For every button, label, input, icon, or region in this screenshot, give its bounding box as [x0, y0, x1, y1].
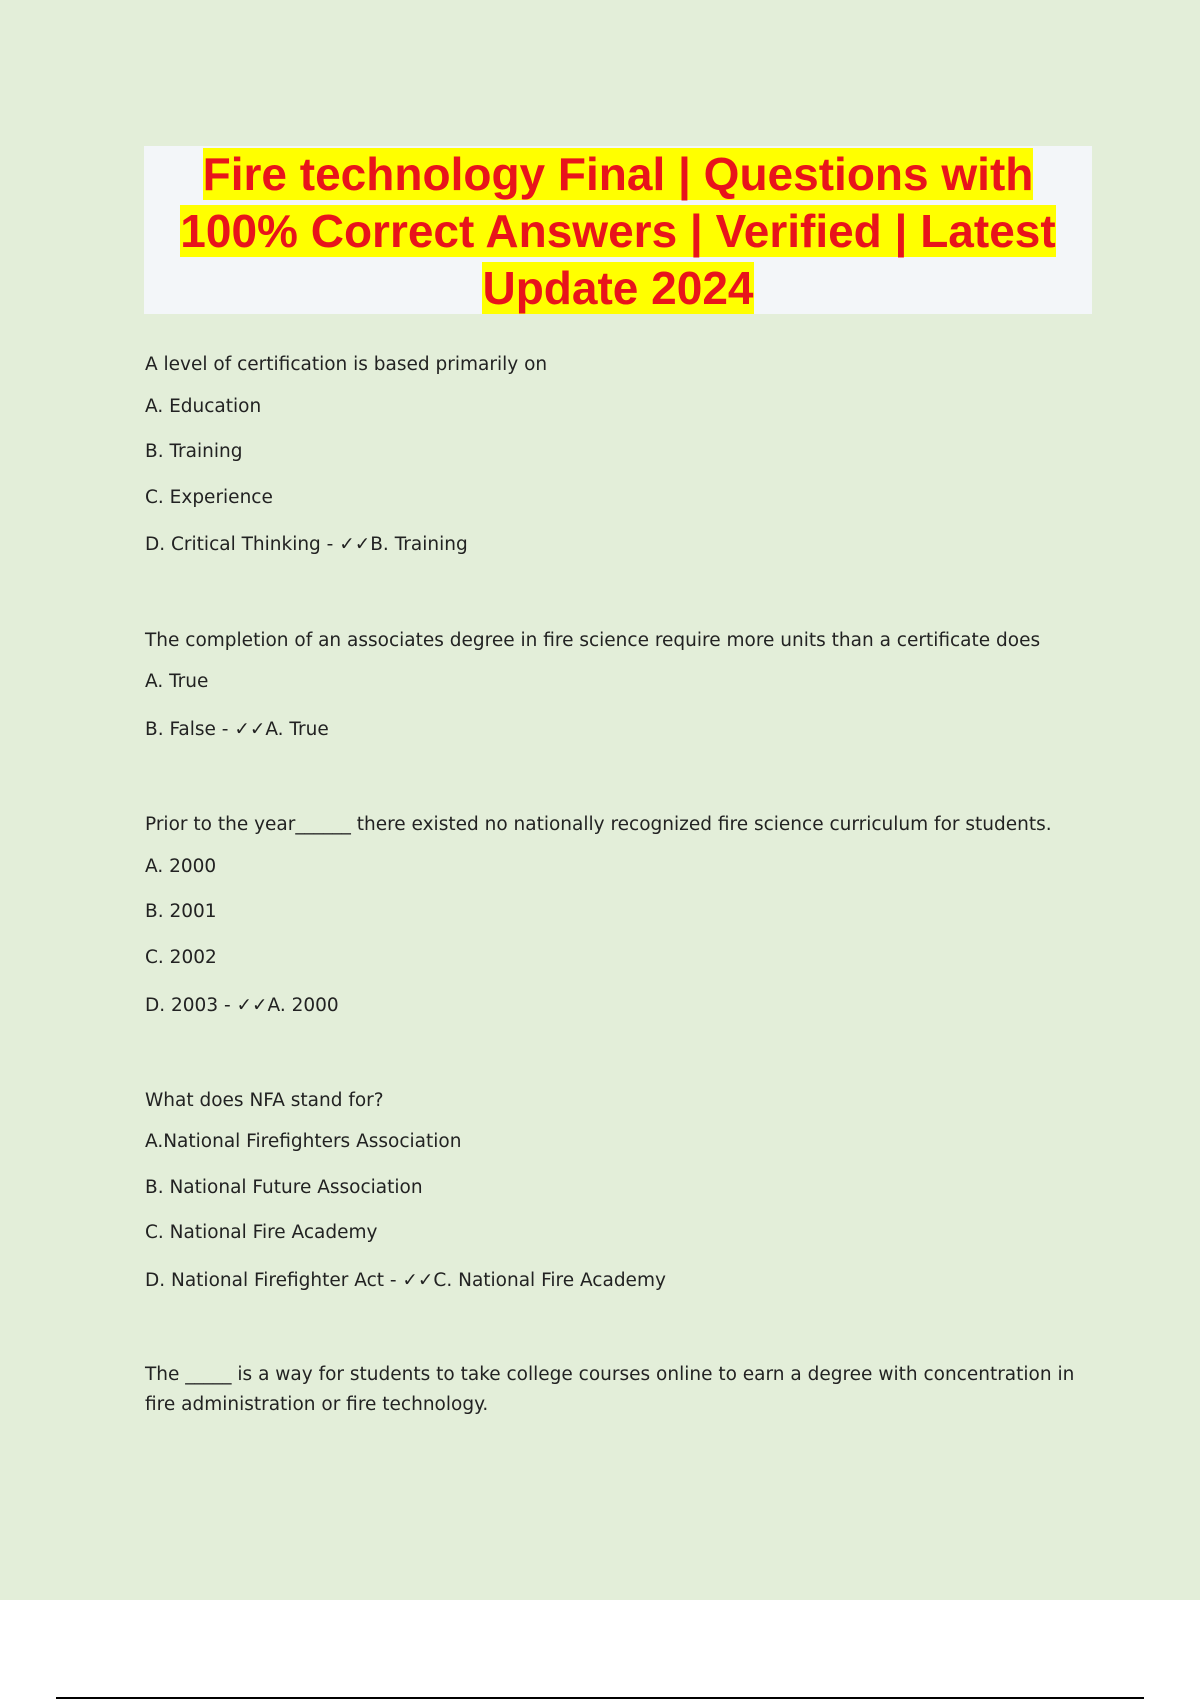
question-text: Prior to the year______ there existed no nationally recognized fire science curriculum for students. — [145, 814, 1052, 835]
option-c: C. Experience — [145, 487, 273, 508]
option-a: A. True — [145, 671, 209, 692]
footer-rule — [56, 1697, 1144, 1699]
option-b: B. National Future Association — [145, 1177, 423, 1198]
option-b: B. Training — [145, 441, 243, 462]
document-title — [144, 146, 1092, 317]
question-text: The _____ is a way for students to take college courses online to earn a degree with concentration in fire administration or fire technology. — [145, 1364, 1075, 1415]
option-d-answer: D. 2003 - ✓✓A. 2000 — [145, 995, 339, 1016]
option-d-answer: D. Critical Thinking - ✓✓B. Training — [145, 534, 468, 555]
question-text: A level of certification is based primarily on — [145, 354, 548, 375]
option-a: A. 2000 — [145, 856, 217, 877]
option-b-answer: B. False - ✓✓A. True — [145, 719, 329, 740]
title-box — [144, 146, 1092, 314]
question-text: The completion of an associates degree in fire science require more units than a certificate does — [145, 630, 1041, 651]
option-d-answer: D. National Firefighter Act - ✓✓C. National Fire Academy — [145, 1270, 666, 1291]
option-a: A.National Firefighters Association — [145, 1131, 462, 1152]
title-line-3: Update 2024 — [482, 262, 754, 314]
title-line-2: 100% Correct Answers | Verified | Latest — [180, 205, 1056, 257]
option-c: C. 2002 — [145, 947, 217, 968]
option-a: A. Education — [145, 396, 262, 417]
option-b: B. 2001 — [145, 901, 217, 922]
question-text: What does NFA stand for? — [145, 1090, 384, 1111]
option-c: C. National Fire Academy — [145, 1222, 378, 1243]
title-line-1: Fire technology Final | Questions with — [202, 148, 1034, 200]
